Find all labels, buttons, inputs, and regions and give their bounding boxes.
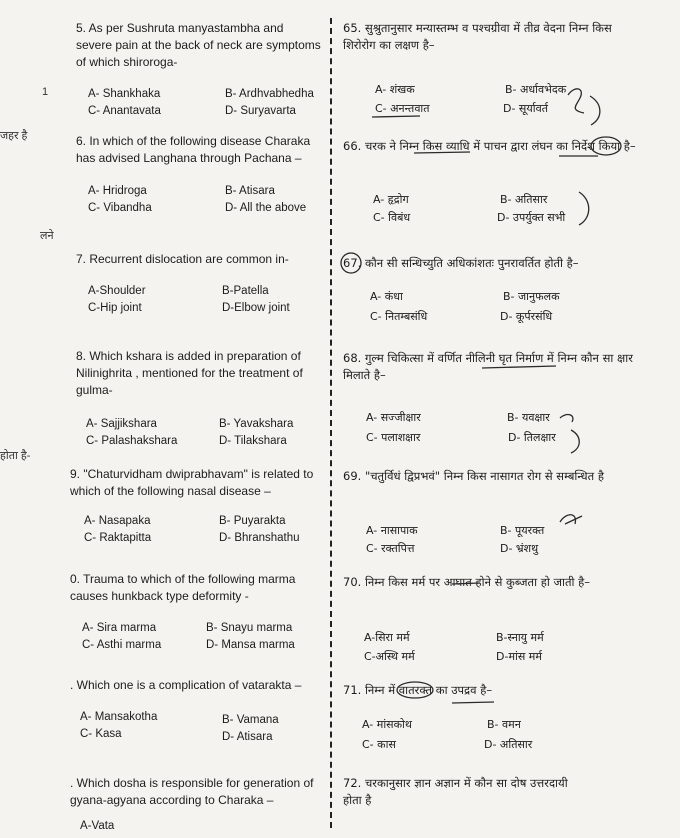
option-hi-b[interactable]: B- अतिसार	[500, 193, 548, 206]
option-en-c[interactable]: C-Hip joint	[88, 302, 142, 314]
option-hi-d[interactable]: D- सूर्यावर्त	[503, 102, 548, 115]
question-en-66: 6. In which of the following disease Charaka has advised Langhana through Pachana –	[76, 134, 311, 165]
option-hi-c[interactable]: C- रक्तपित्त	[366, 542, 415, 555]
question-en-71: . Which one is a complication of vataraktа –	[70, 678, 302, 692]
option-en-a[interactable]: A- Sajjikshara	[86, 418, 157, 430]
option-hi-c[interactable]: C- नितम्बसंधि	[370, 310, 428, 323]
question-en-69: 9. "Chaturvidham dwiprabhavam" is related to which of the following nasal disease –	[70, 467, 314, 498]
option-en-b[interactable]: B- Snayu marma	[206, 622, 293, 634]
option-hi-a[interactable]: A- नासापाक	[366, 524, 418, 537]
question-en-70: 0. Trauma to which of the following marma causes hunkback type deformity -	[70, 572, 296, 603]
option-en-b[interactable]: B- Puyarakta	[219, 515, 286, 527]
question-hi-69: 69. "चतुर्विधं द्विप्रभवं" निम्न किस नासागत रोग से सम्बन्धित है	[343, 469, 604, 483]
option-en-d[interactable]: D- Atisara	[222, 731, 273, 743]
option-en-b[interactable]: B- Ardhvabhedha	[225, 88, 314, 100]
option-en-c[interactable]: C- Asthi marma	[82, 639, 162, 651]
option-en-d[interactable]: D- Bhranshathu	[219, 532, 300, 544]
option-en-a[interactable]: A- Nasapaka	[84, 515, 151, 527]
question-en-67: 7. Recurrent dislocation are common in-	[76, 252, 289, 266]
option-hi-a[interactable]: A- शंखक	[375, 83, 415, 96]
option-hi-a[interactable]: A- हृद्रोग	[373, 193, 409, 206]
option-en-a[interactable]: A-Shoulder	[88, 285, 146, 297]
option-hi-b[interactable]: B- यवक्षार	[507, 411, 550, 424]
option-en-b[interactable]: B-Patella	[222, 285, 269, 297]
option-en-d[interactable]: D- Suryavarta	[225, 105, 296, 117]
option-hi-a[interactable]: A- मांसकोथ	[362, 718, 412, 731]
column-divider	[330, 18, 332, 828]
margin-fragment: होता है-	[0, 450, 31, 462]
option-hi-c[interactable]: C- अनन्तवात	[375, 102, 430, 115]
margin-fragment: 1	[42, 86, 49, 98]
option-hi-b[interactable]: B-स्नायु मर्म	[496, 631, 544, 644]
pen-scribble-q68-b	[560, 415, 573, 422]
pen-bracket-q65-d	[590, 96, 600, 125]
margin-fragment: जहर है	[0, 130, 28, 142]
option-en-c[interactable]: C- Anantavata	[88, 105, 161, 117]
pen-underline-q71	[452, 702, 494, 703]
option-hi-d[interactable]: D- उपर्युक्त सभी	[497, 211, 566, 224]
question-en-72: . Which dosha is responsible for generation of gyana-agyana according to Charaka –	[70, 776, 314, 807]
option-en-c[interactable]: C- Vibandha	[88, 202, 152, 214]
question-hi-68: 68. गुल्म चिकित्सा में वर्णित नीलिनी घृत निर्माण में निम्न कौन सा क्षार मिलाते है–	[343, 351, 633, 382]
option-hi-a[interactable]: A- सज्जीक्षार	[366, 411, 421, 424]
option-en-b[interactable]: B- Vamana	[222, 714, 279, 726]
question-hi-71: 71. निम्न में वातरक्त का उपद्रव है–	[343, 683, 493, 697]
question-hi-66: 66. चरक ने निम्न किस व्याधि में पाचन द्वारा लंघन का निर्देश किया है–	[343, 139, 636, 153]
question-en-65: 5. As per Sushruta manyastambha and severe pain at the back of neck are symptoms of which shiroroga-	[76, 21, 321, 69]
option-hi-d[interactable]: D- तिलक्षार	[508, 431, 556, 444]
question-hi-72: 72. चरकानुसार ज्ञान अज्ञान में कौन सा दोष उत्तरदायी होता है	[343, 776, 568, 807]
option-en-d[interactable]: D- Tilakshara	[219, 435, 287, 447]
question-hi-70: 70. निम्न किस मर्म पर आघात होने से कुब्जता हो जाती है–	[343, 575, 591, 589]
option-hi-c[interactable]: C- पलाशक्षार	[366, 431, 421, 444]
option-hi-b[interactable]: B- वमन	[487, 718, 521, 731]
option-hi-a[interactable]: A-सिरा मर्म	[364, 631, 410, 644]
option-hi-d[interactable]: D- अतिसार	[484, 738, 533, 751]
question-hi-67: 67. कौन सी सन्धिच्युति अधिकांशतः पुनरावर्तित होती है–	[343, 256, 579, 270]
option-hi-a[interactable]: A- कंधा	[370, 290, 403, 303]
pen-bracket-q68-d	[571, 430, 579, 453]
option-en-a[interactable]: A- Mansakotha	[80, 711, 158, 723]
pen-bracket-q66-d	[579, 192, 589, 225]
option-en-a[interactable]: A- Sira marma	[82, 622, 157, 634]
option-en-d[interactable]: D-Elbow joint	[222, 302, 290, 314]
option-en-a[interactable]: A- Shankhaka	[88, 88, 161, 100]
option-hi-b[interactable]: B- पूयरक्त	[500, 524, 545, 537]
option-hi-b[interactable]: B- जानुफलक	[503, 290, 560, 303]
option-hi-c[interactable]: C- कास	[362, 738, 396, 751]
option-hi-c[interactable]: C- विबंध	[373, 211, 411, 224]
option-en-b[interactable]: B- Yavakshara	[219, 418, 294, 430]
option-en-a[interactable]: A-Vata	[80, 820, 115, 832]
option-hi-d[interactable]: D- कूर्परसंधि	[500, 310, 553, 323]
question-hi-65: 65. सुश्रुतानुसार मन्यास्तम्भ व पश्चग्रीवा में तीव्र वेदना निम्न किस शिरोरोग का लक्षण है–	[343, 21, 612, 52]
option-en-b[interactable]: B- Atisara	[225, 185, 275, 197]
question-en-68: 8. Which kshara is added in preparation of Nilinighrita , mentioned for the treatment of gulma-	[76, 349, 303, 397]
option-en-d[interactable]: D- Mansa marma	[206, 639, 295, 651]
option-en-c[interactable]: C- Kasa	[80, 728, 122, 740]
option-hi-d[interactable]: D-मांस मर्म	[496, 650, 542, 663]
option-hi-d[interactable]: D- भ्रंशथु	[500, 542, 539, 555]
pen-scribble-q69-b	[560, 515, 582, 524]
option-hi-c[interactable]: C-अस्थि मर्म	[364, 650, 415, 663]
option-en-c[interactable]: C- Raktapitta	[84, 532, 152, 544]
margin-fragment: लने	[40, 230, 54, 242]
option-en-c[interactable]: C- Palashakshara	[86, 435, 178, 447]
pen-scribble-q65-b	[568, 89, 584, 113]
option-en-d[interactable]: D- All the above	[225, 202, 307, 214]
option-en-a[interactable]: A- Hridroga	[88, 185, 147, 197]
option-hi-b[interactable]: B- अर्धावभेदक	[505, 83, 567, 96]
